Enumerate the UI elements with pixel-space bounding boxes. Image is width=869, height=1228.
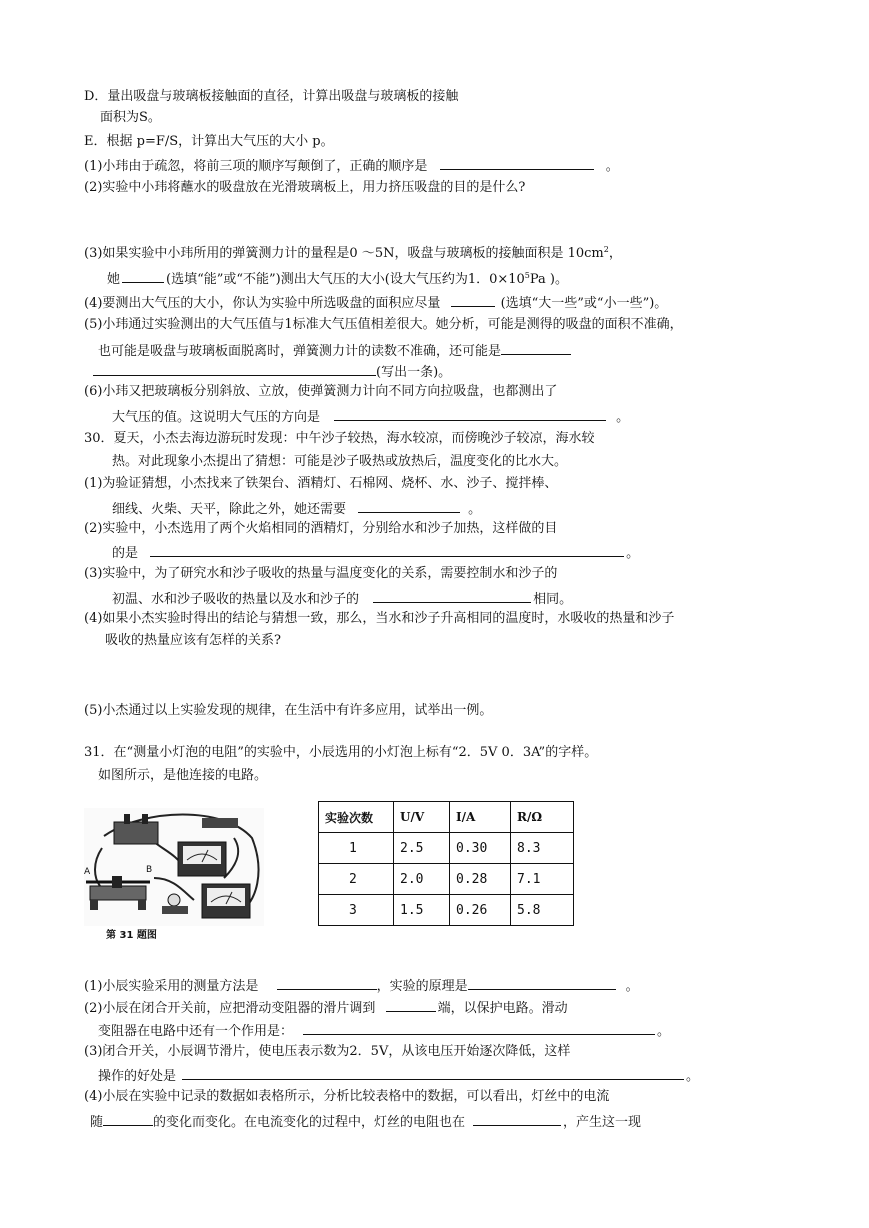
header-voltage: U/V [394,802,450,833]
q30-stem-line2: 热。对此现象小杰提出了猜想：可能是沙子吸热或放热后，温度变化的比水大。 [112,454,568,469]
q30-stem-line1: 30．夏天，小杰去海边游玩时发现：中午沙子较热，海水较凉，而傍晚沙子较凉，海水较 [84,431,595,446]
cell-current: 0.30 [450,833,511,864]
q29-part1-text: (1)小玮由于疏忽，将前三项的顺序写颠倒了，正确的顺序是 [84,159,428,174]
q31-circuit-figure [84,808,264,946]
terminal-b-label: B [146,865,153,875]
q31-part1 [84,976,639,995]
cell-resistance: 5.8 [511,895,574,926]
cell-current: 0.28 [450,864,511,895]
q31-part3-benefit-blank[interactable] [182,1066,684,1080]
q30-part3-line2 [112,589,572,608]
q29-part6-answer-blank[interactable] [334,407,606,421]
q31-stem-line2: 如图所示，是他连接的电路。 [98,768,268,783]
q31-part3-end: 。 [686,1069,700,1084]
q31-part4-text: 的变化而变化。在电流变化的过程中，灯丝的电阻也在 [153,1115,466,1130]
header-trial: 实验次数 [319,802,394,833]
q29-option-d-line1: D．量出吸盘与玻璃板接触面的直径，计算出吸盘与玻璃板的接触 [84,89,459,104]
q30-part3-answer-blank[interactable] [373,589,531,603]
q31-part1-text: (1)小辰实验采用的测量方法是 [84,979,259,994]
q30-part4-line1: (4)如果小杰实验时得出的结论与猜想一致，那么，当水和沙子升高相同的温度时，水吸收的热量和沙子 [84,611,675,626]
q29-part3-answer-blank[interactable] [122,269,164,283]
cell-trial: 3 [319,895,394,926]
q29-part6-line1: (6)小玮又把玻璃板分别斜放、立放，使弹簧测力计向不同方向拉吸盘，也都测出了 [84,384,558,399]
q30-part3-line1: (3)实验中，为了研究水和沙子吸收的热量与温度变化的关系，需要控制水和沙子的 [84,566,558,581]
figure-caption: 第 31 题图 [106,930,157,941]
q31-part2-line1 [84,998,568,1017]
q29-part4 [84,293,667,312]
q29-part5-text: 也可能是吸盘与玻璃板面脱离时，弹簧测力计的读数不准确，还可能是 [98,344,502,359]
q30-part2-line1: (2)实验中，小杰选用了两个火焰相同的酒精灯，分别给水和沙子加热，这样做的目 [84,521,558,536]
q31-part4-resistance-blank[interactable] [473,1112,561,1126]
q30-part2-line2 [112,543,639,562]
q31-part3-line1: (3)闭合开关，小辰调节滑片，使电压表示数为2．5V，从该电压开始逐次降低，这样 [84,1044,571,1059]
q30-part1-line2 [112,499,481,518]
q31-part4-end: ，产生这一现 [563,1115,642,1130]
q31-part2-end: 。 [657,1024,671,1039]
q30-part3-end: 相同。 [533,592,573,607]
table-row [319,833,574,864]
rheostat-icon [90,886,146,900]
cell-voltage: 2.5 [394,833,450,864]
bulb-icon [168,894,180,906]
q31-part1-principle-blank[interactable] [468,976,616,990]
q31-stem-line1: 31．在“测量小灯泡的电阻”的实验中，小辰选用的小灯泡上标有“2．5V 0．3A”的字样。 [84,745,598,760]
q31-part2-text: (2)小辰在闭合开关前，应把滑动变阻器的滑片调到 [84,1001,376,1016]
q29-part6-end: 。 [616,410,630,425]
q31-part1-end: 。 [625,979,639,994]
q29-part4-choice-text: (选填“大一些”或“小一些”)。 [500,296,668,311]
q29-part3-line1 [84,246,622,262]
q29-part3-pressure-unit: Pa )。 [529,272,569,287]
cell-voltage: 2.0 [394,864,450,895]
q31-part4-line1: (4)小辰在实验中记录的数据如表格所示，分析比较表格中的数据，可以看出，灯丝中的电流 [84,1089,610,1104]
q31-part1-principle-text: ，实验的原理是 [376,979,468,994]
q30-part2-answer-blank[interactable] [150,543,624,557]
cell-current: 0.26 [450,895,511,926]
q29-part6-text: 大气压的值。这说明大气压的方向是 [112,410,321,425]
cell-resistance: 8.3 [511,833,574,864]
q29-part1-answer-blank[interactable] [440,156,594,170]
cell-voltage: 1.5 [394,895,450,926]
q31-part1-method-blank[interactable] [277,976,377,990]
header-current: I/A [450,802,511,833]
cell-trial: 1 [319,833,394,864]
q29-part4-answer-blank[interactable] [451,293,495,307]
q29-part3-line2 [107,269,568,288]
q31-data-table [318,801,574,926]
q31-part4-line2 [90,1112,641,1131]
q29-part3-pressure-exponent: 5 [524,271,530,280]
q29-part2: (2)实验中小玮将蘸水的吸盘放在光滑玻璃板上，用力挤压吸盘的目的是什么? [84,180,526,195]
q30-part5: (5)小杰通过以上实验发现的规律，在生活中有许多应用，试举出一例。 [84,703,493,718]
q29-part4-text: (4)要测出大气压的大小，你认为实验中所选吸盘的面积应尽量 [84,296,441,311]
q30-part1-line1: (1)为验证猜想，小杰找来了铁架台、酒精灯、石棉网、烧杯、水、沙子、搅拌棒、 [84,476,558,491]
table-row [319,864,574,895]
cell-resistance: 7.1 [511,864,574,895]
q29-option-d-line2: 面积为S。 [100,110,161,125]
q29-part1 [84,156,619,175]
circuit-drawing [84,808,264,926]
q31-part2-role-text: 变阻器在电路中还有一个作用是： [98,1024,294,1039]
q29-part5-answer-blank-b[interactable] [93,362,376,376]
q31-part3-line2 [98,1066,699,1085]
q30-part1-text: 细线、火柴、天平，除此之外，她还需要 [112,502,347,517]
q29-part3-choice-text: (选填“能”或“不能”)测出大气压的大小(设大气压约为1．0×10 [166,272,525,287]
q30-part3-text: 初温、水和沙子吸收的热量以及水和沙子的 [112,592,360,607]
cell-trial: 2 [319,864,394,895]
terminal-a-label: A [84,867,91,877]
q29-part1-end: 。 [605,159,619,174]
q29-part5-answer-blank-a[interactable] [501,341,571,355]
q29-part3-she: 她 [107,272,121,287]
q31-part4-variable-blank[interactable] [103,1112,153,1126]
q30-part4-line2: 吸收的热量应该有怎样的关系? [105,633,281,648]
q29-part6-line2 [112,407,629,426]
q29-part5-note: (写出一条)。 [376,365,452,380]
q30-part1-answer-blank[interactable] [358,499,460,513]
q30-part2-text: 的是 [112,546,139,561]
table-row [319,895,574,926]
table-header-row [319,802,574,833]
q31-part4-with: 随 [90,1115,104,1130]
q29-option-e: E．根据 p=F/S，计算出大气压的大小 p。 [84,134,334,149]
q31-part2-role-blank[interactable] [303,1021,655,1035]
q29-part3-unit-exponent: 2 [603,245,609,254]
q31-part2-end-blank[interactable] [386,998,436,1012]
q30-part2-end: 。 [626,546,640,561]
header-resistance: R/Ω [511,802,574,833]
q29-part5-line3 [93,362,451,381]
q29-part3-text: (3)如果实验中小玮所用的弹簧测力计的量程是0 ～5N，吸盘与玻璃板的接触面积是 10cm [84,246,604,261]
q30-part1-end: 。 [468,502,482,517]
q31-part2-continuation: 端，以保护电路。滑动 [437,1001,568,1016]
q31-part3-text: 操作的好处是 [98,1069,177,1084]
q29-part5-line2 [98,341,571,360]
q29-part5-line1: (5)小玮通过实验测出的大气压值与1标准大气压值相差很大。她分析，可能是测得的吸盘的面积不准确， [84,317,683,332]
battery-icon [114,822,158,844]
q29-part3-comma: ， [608,246,622,261]
q31-part2-line2 [98,1021,670,1040]
